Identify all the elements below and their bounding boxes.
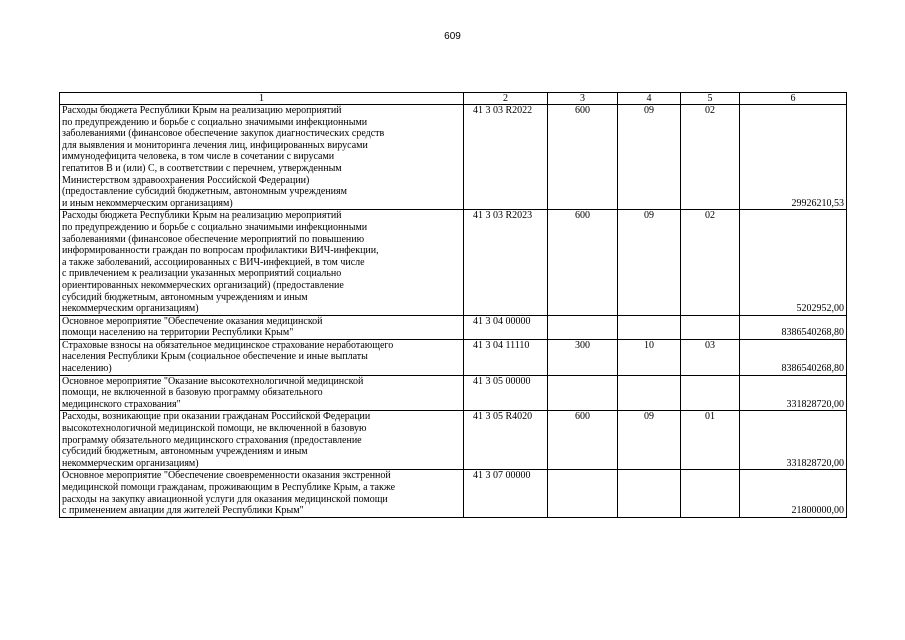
amount-value: 21800000,00 [740, 470, 847, 517]
target-article-code: 41 3 07 00000 [464, 470, 548, 517]
table-row [60, 470, 847, 517]
expense-type-code [548, 315, 618, 339]
table-row [60, 375, 847, 411]
column-number: 4 [618, 93, 681, 105]
expense-type-code: 300 [548, 339, 618, 375]
target-article-code: 41 3 05 00000 [464, 375, 548, 411]
table-row [60, 411, 847, 470]
table-row [60, 339, 847, 375]
subsection-code: 02 [681, 105, 740, 210]
target-article-code: 41 3 04 11110 [464, 339, 548, 375]
expense-type-code: 600 [548, 411, 618, 470]
row-description: Расходы бюджета Республики Крым на реализацию мероприятий по предупреждению и борьбе с социально значимыми инфекционными заболеваниями (финансовое обеспечение мероприятий по повышению информированности граждан по вопросам профилактики ВИЧ-инфекции, а также заболеваний, ассоциированных с ВИЧ-инфекцией, в том числе с привлечением к реализации указанных мероприятий социально ориентированных некоммерческих организаций) (предоставление субсидий бюджетным, автономным учреждениям и иным некоммерческим организациям) [60, 210, 464, 315]
section-code [618, 315, 681, 339]
row-description: Основное мероприятие "Обеспечение своевременности оказания экстренной медицинской помощи гражданам, проживающим в Республике Крым, а также расходы на закупку авиационной услуги для оказания медицинской помощи с применением авиации для жителей Республики Крым" [60, 470, 464, 517]
row-description: Страховые взносы на обязательное медицинское страхование неработающего населения Республики Крым (социальное обеспечение и иные выплаты населению) [60, 339, 464, 375]
row-description: Расходы бюджета Республики Крым на реализацию мероприятий по предупреждению и борьбе с социально значимыми инфекционными заболеваниями (финансовое обеспечение закупок диагностических средств для выявления и мониторинга лечения лиц, инфицированных вирусами иммунодефицита человека, в том числе в сочетании с вирусами гепатитов В и (или) С, в соответствии с перечнем, утвержденным Министерством здравоохранения Российской Федерации) (предоставление субсидий бюджетным, автономным учреждениям и иным некоммерческим организациям) [60, 105, 464, 210]
amount-value: 8386540268,80 [740, 315, 847, 339]
column-number-row [60, 93, 847, 105]
column-number: 6 [740, 93, 847, 105]
expense-type-code: 600 [548, 105, 618, 210]
table-row [60, 315, 847, 339]
row-description: Расходы, возникающие при оказании гражданам Российской Федерации высокотехнологичной медицинской помощи, не включенной в базовую программу обязательного медицинского страхования (предоставление субсидий бюджетным, автономным учреждениям и иным некоммерческим организациям) [60, 411, 464, 470]
column-number: 5 [681, 93, 740, 105]
target-article-code: 41 3 04 00000 [464, 315, 548, 339]
subsection-code [681, 375, 740, 411]
amount-value: 29926210,53 [740, 105, 847, 210]
expense-type-code [548, 375, 618, 411]
section-code: 09 [618, 210, 681, 315]
budget-table-body [60, 93, 847, 518]
column-number: 2 [464, 93, 548, 105]
column-number: 1 [60, 93, 464, 105]
section-code [618, 375, 681, 411]
subsection-code: 03 [681, 339, 740, 375]
section-code: 09 [618, 105, 681, 210]
row-description: Основное мероприятие "Обеспечение оказания медицинской помощи населению на территории Республики Крым" [60, 315, 464, 339]
table-row [60, 105, 847, 210]
section-code [618, 470, 681, 517]
table-row [60, 210, 847, 315]
subsection-code: 01 [681, 411, 740, 470]
subsection-code [681, 470, 740, 517]
section-code: 10 [618, 339, 681, 375]
subsection-code: 02 [681, 210, 740, 315]
row-description: Основное мероприятие "Оказание высокотехнологичной медицинской помощи, не включенной в базовую программу обязательного медицинского страхования" [60, 375, 464, 411]
amount-value: 8386540268,80 [740, 339, 847, 375]
subsection-code [681, 315, 740, 339]
budget-table [59, 92, 847, 518]
amount-value: 5202952,00 [740, 210, 847, 315]
expense-type-code: 600 [548, 210, 618, 315]
expense-type-code [548, 470, 618, 517]
amount-value: 331828720,00 [740, 411, 847, 470]
target-article-code: 41 3 05 R4020 [464, 411, 548, 470]
column-number: 3 [548, 93, 618, 105]
section-code: 09 [618, 411, 681, 470]
target-article-code: 41 3 03 R2023 [464, 210, 548, 315]
amount-value: 331828720,00 [740, 375, 847, 411]
page-number: 609 [444, 31, 461, 42]
target-article-code: 41 3 03 R2022 [464, 105, 548, 210]
